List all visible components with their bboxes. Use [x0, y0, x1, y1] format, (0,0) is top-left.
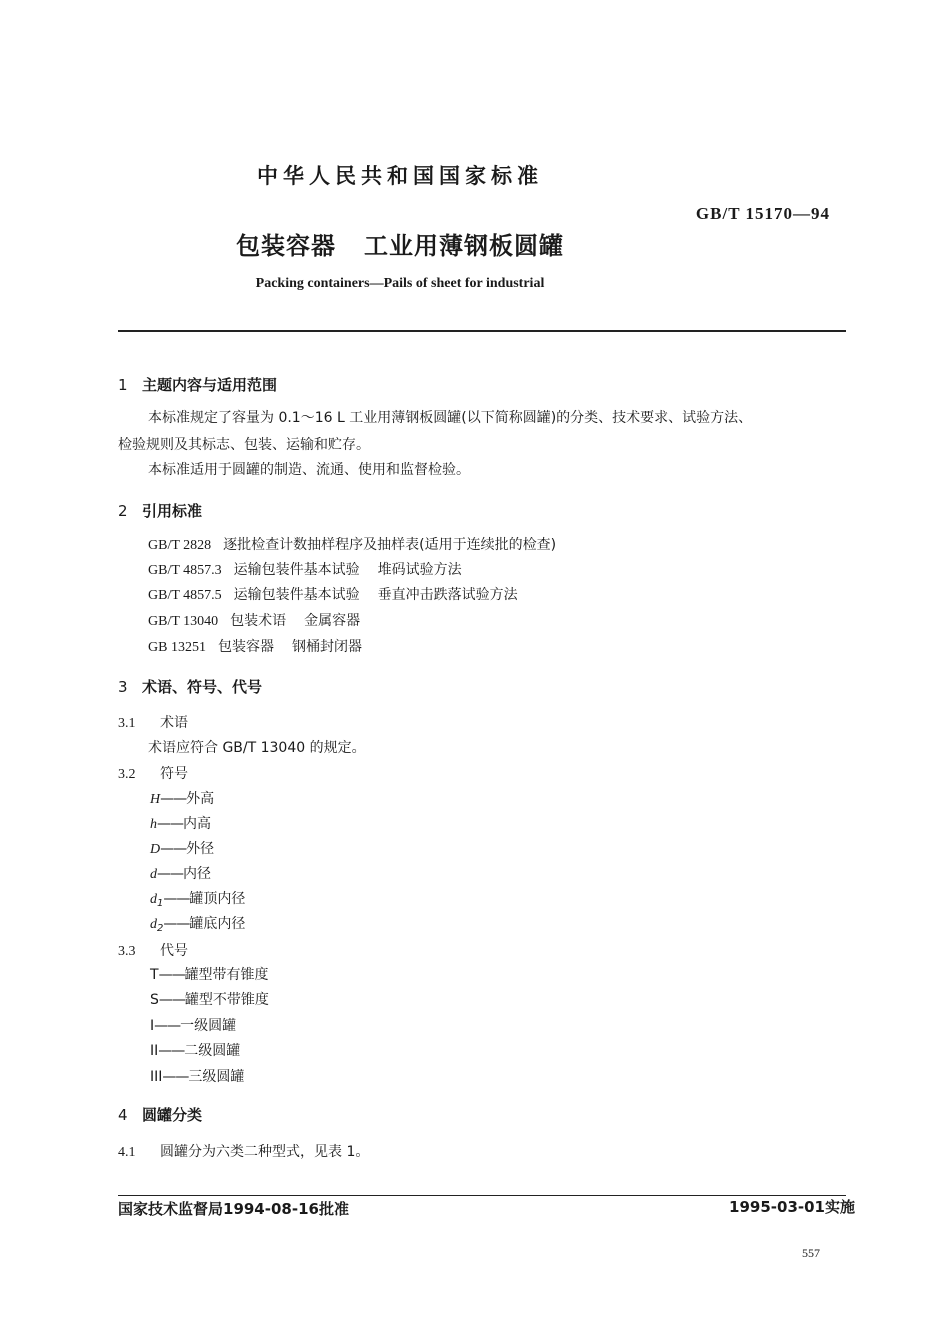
- section-title: 圆罐分类: [142, 1106, 203, 1124]
- subsection-4-1: [118, 1141, 369, 1161]
- section-1-paragraph-1-line-2: 检验规则及其标志、包装、运输和贮存。: [118, 437, 370, 453]
- dash: ——: [160, 841, 187, 857]
- symbol: H: [150, 792, 161, 807]
- section-1-heading: [118, 374, 277, 395]
- section-title: 引用标准: [142, 502, 203, 520]
- symbol-subscript: 1: [157, 898, 164, 909]
- code-symbol: I: [150, 1018, 155, 1034]
- code-item: [150, 1066, 244, 1086]
- symbol-item: [150, 913, 245, 934]
- code-symbol: II: [150, 1043, 159, 1059]
- subsection-number: 3.3: [118, 944, 136, 959]
- symbol: d: [150, 892, 157, 907]
- section-title: 术语、符号、代号: [142, 678, 263, 696]
- reference-subtitle: 钢桶封闭器: [291, 639, 362, 655]
- reference-title: 运输包装件基本试验: [233, 562, 360, 578]
- title-english: Packing containers—Pails of sheet for industrial: [255, 276, 545, 291]
- page-number: 557: [802, 1246, 820, 1260]
- subsection-number: 3.1: [118, 716, 136, 731]
- dash: ——: [162, 1069, 189, 1085]
- standard-code: GB/T 15170—94: [695, 204, 830, 223]
- section-1-paragraph-2: 本标准适用于圆罐的制造、流通、使用和监督检验。: [148, 462, 470, 478]
- reference-subtitle: 金属容器: [304, 613, 361, 629]
- code-description: 罐型不带锥度: [184, 992, 269, 1008]
- reference-title: 运输包装件基本试验: [233, 587, 360, 603]
- dash: ——: [158, 967, 185, 983]
- subsection-title: 代号: [160, 943, 188, 959]
- dash: ——: [163, 891, 190, 907]
- subsection-number: 3.2: [118, 767, 136, 782]
- reference-code: GB/T 2828: [148, 538, 212, 553]
- dash: ——: [163, 916, 190, 932]
- section-2-heading: [118, 500, 202, 521]
- reference-title: 逐批检查计数抽样程序及抽样表(适用于连续批的检查): [223, 537, 557, 553]
- header-rule: [118, 330, 846, 332]
- reference-item: [148, 559, 462, 579]
- symbol-description: 外径: [186, 841, 215, 857]
- code-item: [150, 1015, 236, 1035]
- title-chinese: [0, 226, 800, 261]
- code-item: [150, 964, 269, 984]
- effective-date: 1995-03-01实施: [729, 1198, 855, 1216]
- subsection-3-2-heading: [118, 763, 188, 783]
- section-number: 3: [118, 678, 128, 696]
- reference-item: [148, 636, 362, 656]
- symbol-description: 罐顶内径: [189, 891, 246, 907]
- code-symbol: T: [150, 967, 159, 983]
- dash: ——: [160, 791, 187, 807]
- code-item: [150, 989, 269, 1009]
- subsection-text: 圆罐分为六类二种型式，见表 1。: [160, 1144, 370, 1160]
- symbol: h: [150, 817, 157, 832]
- reference-code: GB/T 4857.5: [148, 588, 222, 603]
- dash: ——: [157, 816, 183, 832]
- reference-item: [148, 584, 518, 604]
- reference-title: 包装术语: [230, 613, 287, 629]
- reference-item: [148, 534, 556, 554]
- subsection-3-1-text: 术语应符合 GB/T 13040 的规定。: [148, 740, 366, 756]
- reference-code: GB/T 13040: [148, 614, 219, 629]
- standard-name: 中华人民共和国国家标准: [257, 164, 543, 188]
- subsection-3-1-heading: [118, 712, 188, 732]
- approval-line: 国家技术监督局1994-08-16批准: [118, 1200, 349, 1218]
- code-description: 罐型带有锥度: [184, 967, 269, 983]
- symbol: d: [150, 917, 157, 932]
- subsection-number: 4.1: [118, 1145, 136, 1160]
- section-1-paragraph-1-line-1: 本标准规定了容量为 0.1～16 L 工业用薄钢板圆罐(以下简称圆罐)的分类、技术要求、试验方法、: [148, 410, 753, 426]
- symbol-description: 罐底内径: [189, 916, 246, 932]
- code-symbol: III: [150, 1069, 163, 1085]
- code-description: 二级圆罐: [184, 1043, 241, 1059]
- symbol-item: [150, 838, 214, 858]
- dash: ——: [158, 992, 185, 1008]
- code-item: [150, 1040, 240, 1060]
- subsection-title: 术语: [160, 715, 188, 731]
- reference-code: GB 13251: [148, 640, 206, 655]
- symbol-description: 外高: [186, 791, 215, 807]
- dash: ——: [157, 866, 183, 882]
- subsection-title: 符号: [160, 766, 188, 782]
- symbol-item: [150, 863, 211, 883]
- title-part-1: 包装容器: [236, 232, 336, 260]
- symbol: d: [150, 867, 157, 882]
- section-3-heading: [118, 676, 262, 697]
- reference-subtitle: 垂直冲击跌落试验方法: [377, 587, 518, 603]
- section-title: 主题内容与适用范围: [142, 376, 278, 394]
- reference-code: GB/T 4857.3: [148, 563, 222, 578]
- section-4-heading: [118, 1104, 202, 1125]
- symbol-item: [150, 888, 245, 909]
- title-part-2: 工业用薄钢板圆罐: [364, 232, 564, 260]
- dash: ——: [158, 1043, 185, 1059]
- code-description: 一级圆罐: [180, 1018, 237, 1034]
- symbol-description: 内高: [183, 816, 211, 832]
- section-number: 2: [118, 502, 128, 520]
- symbol: D: [150, 842, 161, 857]
- section-number: 4: [118, 1106, 128, 1124]
- reference-item: [148, 610, 360, 630]
- section-number: 1: [118, 376, 128, 394]
- subsection-3-3-heading: [118, 940, 188, 960]
- reference-subtitle: 堆码试验方法: [377, 562, 462, 578]
- symbol-item: [150, 813, 211, 833]
- symbol-subscript: 2: [157, 923, 164, 934]
- symbol-item: [150, 788, 214, 808]
- code-symbol: S: [150, 992, 159, 1008]
- symbol-description: 内径: [183, 866, 211, 882]
- reference-title: 包装容器: [217, 639, 274, 655]
- code-description: 三级圆罐: [188, 1069, 245, 1085]
- dash: ——: [154, 1018, 181, 1034]
